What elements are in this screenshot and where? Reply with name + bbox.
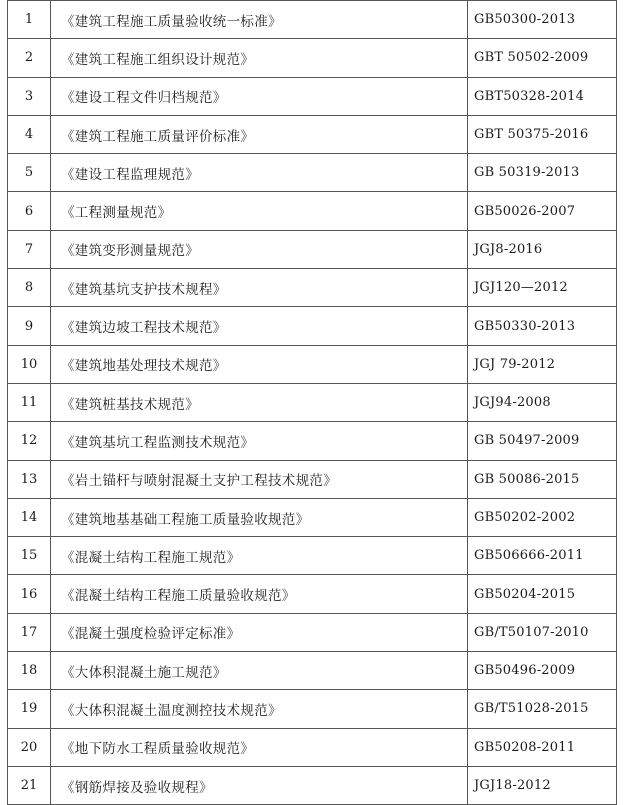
table-row bbox=[8, 766, 617, 804]
standard-code: JGJ94-2008 bbox=[468, 383, 617, 421]
standard-name: 《建设工程监理规范》 bbox=[51, 154, 468, 192]
row-number: 16 bbox=[8, 575, 51, 613]
row-number: 11 bbox=[8, 383, 51, 421]
standards-table-body bbox=[8, 1, 617, 805]
standard-code: JGJ 79-2012 bbox=[468, 345, 617, 383]
standard-name: 《建筑边坡工程技术规范》 bbox=[51, 307, 468, 345]
standard-name: 《岩土锚杆与喷射混凝土支护工程技术规范》 bbox=[51, 460, 468, 498]
row-number: 4 bbox=[8, 115, 51, 153]
standard-name: 《建筑地基基础工程施工质量验收规范》 bbox=[51, 498, 468, 536]
row-number: 18 bbox=[8, 652, 51, 690]
table-row bbox=[8, 192, 617, 230]
table-row bbox=[8, 422, 617, 460]
row-number: 12 bbox=[8, 422, 51, 460]
row-number: 7 bbox=[8, 230, 51, 268]
table-row bbox=[8, 230, 617, 268]
standard-code: GB50208-2011 bbox=[468, 728, 617, 766]
standard-name: 《建筑基坑工程监测技术规范》 bbox=[51, 422, 468, 460]
row-number: 20 bbox=[8, 728, 51, 766]
row-number: 2 bbox=[8, 39, 51, 77]
row-number: 10 bbox=[8, 345, 51, 383]
table-row bbox=[8, 690, 617, 728]
standard-code: GB50202-2002 bbox=[468, 498, 617, 536]
standard-code: GB50300-2013 bbox=[468, 1, 617, 39]
standard-code: GB 50319-2013 bbox=[468, 154, 617, 192]
standards-table bbox=[7, 0, 617, 805]
row-number: 5 bbox=[8, 154, 51, 192]
standard-code: GB50496-2009 bbox=[468, 652, 617, 690]
standard-name: 《混凝土结构工程施工规范》 bbox=[51, 537, 468, 575]
row-number: 6 bbox=[8, 192, 51, 230]
table-row bbox=[8, 115, 617, 153]
standard-code: GB 50497-2009 bbox=[468, 422, 617, 460]
table-row bbox=[8, 345, 617, 383]
standard-code: GB 50086-2015 bbox=[468, 460, 617, 498]
table-row bbox=[8, 1, 617, 39]
row-number: 21 bbox=[8, 766, 51, 804]
standard-name: 《建设工程文件归档规范》 bbox=[51, 77, 468, 115]
row-number: 15 bbox=[8, 537, 51, 575]
standard-name: 《建筑工程施工质量评价标准》 bbox=[51, 115, 468, 153]
table-row bbox=[8, 39, 617, 77]
row-number: 1 bbox=[8, 1, 51, 39]
standard-name: 《钢筋焊接及验收规程》 bbox=[51, 766, 468, 804]
table-row bbox=[8, 77, 617, 115]
standard-name: 《建筑变形测量规范》 bbox=[51, 230, 468, 268]
standard-code: GBT 50375-2016 bbox=[468, 115, 617, 153]
standard-name: 《建筑地基处理技术规范》 bbox=[51, 345, 468, 383]
standard-code: GB50026-2007 bbox=[468, 192, 617, 230]
standard-name: 《大体积混凝土温度测控技术规范》 bbox=[51, 690, 468, 728]
standard-name: 《建筑基坑支护技术规程》 bbox=[51, 269, 468, 307]
row-number: 9 bbox=[8, 307, 51, 345]
standard-name: 《工程测量规范》 bbox=[51, 192, 468, 230]
standard-name: 《地下防水工程质量验收规范》 bbox=[51, 728, 468, 766]
table-row bbox=[8, 498, 617, 536]
table-row bbox=[8, 537, 617, 575]
standard-code: GB50330-2013 bbox=[468, 307, 617, 345]
table-row bbox=[8, 383, 617, 421]
standard-name: 《建筑工程施工质量验收统一标准》 bbox=[51, 1, 468, 39]
row-number: 14 bbox=[8, 498, 51, 536]
table-row bbox=[8, 154, 617, 192]
standard-code: JGJ8-2016 bbox=[468, 230, 617, 268]
table-row bbox=[8, 652, 617, 690]
standard-code: GB/T51028-2015 bbox=[468, 690, 617, 728]
row-number: 3 bbox=[8, 77, 51, 115]
standard-code: GB50204-2015 bbox=[468, 575, 617, 613]
standard-code: GBT50328-2014 bbox=[468, 77, 617, 115]
table-row bbox=[8, 575, 617, 613]
row-number: 19 bbox=[8, 690, 51, 728]
standard-code: GB506666-2011 bbox=[468, 537, 617, 575]
table-row bbox=[8, 460, 617, 498]
standard-code: GB/T50107-2010 bbox=[468, 613, 617, 651]
standard-name: 《混凝土强度检验评定标准》 bbox=[51, 613, 468, 651]
standard-name: 《大体积混凝土施工规范》 bbox=[51, 652, 468, 690]
standard-code: JGJ18-2012 bbox=[468, 766, 617, 804]
standard-name: 《混凝土结构工程施工质量验收规范》 bbox=[51, 575, 468, 613]
row-number: 8 bbox=[8, 269, 51, 307]
standard-code: GBT 50502-2009 bbox=[468, 39, 617, 77]
table-row bbox=[8, 307, 617, 345]
row-number: 13 bbox=[8, 460, 51, 498]
standard-name: 《建筑桩基技术规范》 bbox=[51, 383, 468, 421]
table-row bbox=[8, 728, 617, 766]
table-row bbox=[8, 269, 617, 307]
standard-name: 《建筑工程施工组织设计规范》 bbox=[51, 39, 468, 77]
row-number: 17 bbox=[8, 613, 51, 651]
standard-code: JGJ120—2012 bbox=[468, 269, 617, 307]
table-row bbox=[8, 613, 617, 651]
